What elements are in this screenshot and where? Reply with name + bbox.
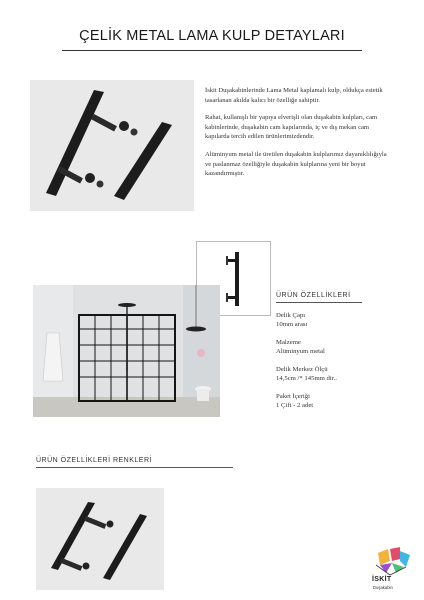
colors-heading: ÜRÜN ÖZELLİKLERİ RENKLERİ — [36, 457, 152, 464]
description-paragraph: İskit Duşakabinlerinde Lama Metal kaplamalı kulp, oldukça estetik tasarlanan akılda kalıcı bir özelliğe sahiptir. — [205, 87, 383, 104]
feature-item — [276, 365, 416, 383]
feature-item — [276, 392, 416, 410]
feature-label: Paket İçeriği — [276, 393, 310, 400]
feature-value: 1 Çift - 2 adet — [276, 402, 314, 409]
feature-item — [276, 311, 416, 329]
feature-item — [276, 338, 416, 356]
logo-brand-name: İSKİT — [372, 576, 392, 583]
handle-product-photo — [30, 80, 194, 211]
logo-tagline: Duşakabin — [373, 585, 393, 590]
feature-value: 14,5cm /* 145mm dir.. — [276, 375, 337, 382]
feature-label: Delik Çapı — [276, 312, 306, 319]
description-paragraph: Alüminyum metal ile üretilen duşakabin kulplarımız dayanıklılığıyla ve paslanmaz özelliğiyle duşakabin kulplarına yeni bir boyut kazandırmıştır. — [205, 150, 387, 178]
black-handle-image — [36, 488, 164, 590]
shower-scene — [33, 285, 220, 417]
handle-illustration — [30, 80, 194, 211]
feature-label: Delik Merkez Ölçü — [276, 366, 328, 373]
bathroom-photo — [33, 285, 220, 417]
page-title: ÇELİK METAL LAMA KULP DETAYLARI — [79, 28, 345, 44]
feature-label: Malzeme — [276, 339, 301, 346]
features-list — [276, 311, 416, 419]
colors-underline — [36, 467, 233, 468]
description-paragraph: Rahat, kullanışlı bir yapıya elverişli olan duşakabin kulpları, cam kabinlerinde, duşakabin cam kapılarında, iç ve dış mekan cam kapılarda tercih edilen ürünlerimizdendir. — [205, 114, 378, 141]
feature-value: Alüminyum metal — [276, 348, 325, 355]
title-underline — [62, 50, 362, 51]
product-description — [205, 86, 390, 187]
features-heading: ÜRÜN ÖZELLİKLERİ — [276, 292, 351, 299]
feature-value: 10mm arası — [276, 321, 308, 328]
features-underline — [276, 302, 362, 303]
color-variant-photo — [36, 488, 164, 590]
